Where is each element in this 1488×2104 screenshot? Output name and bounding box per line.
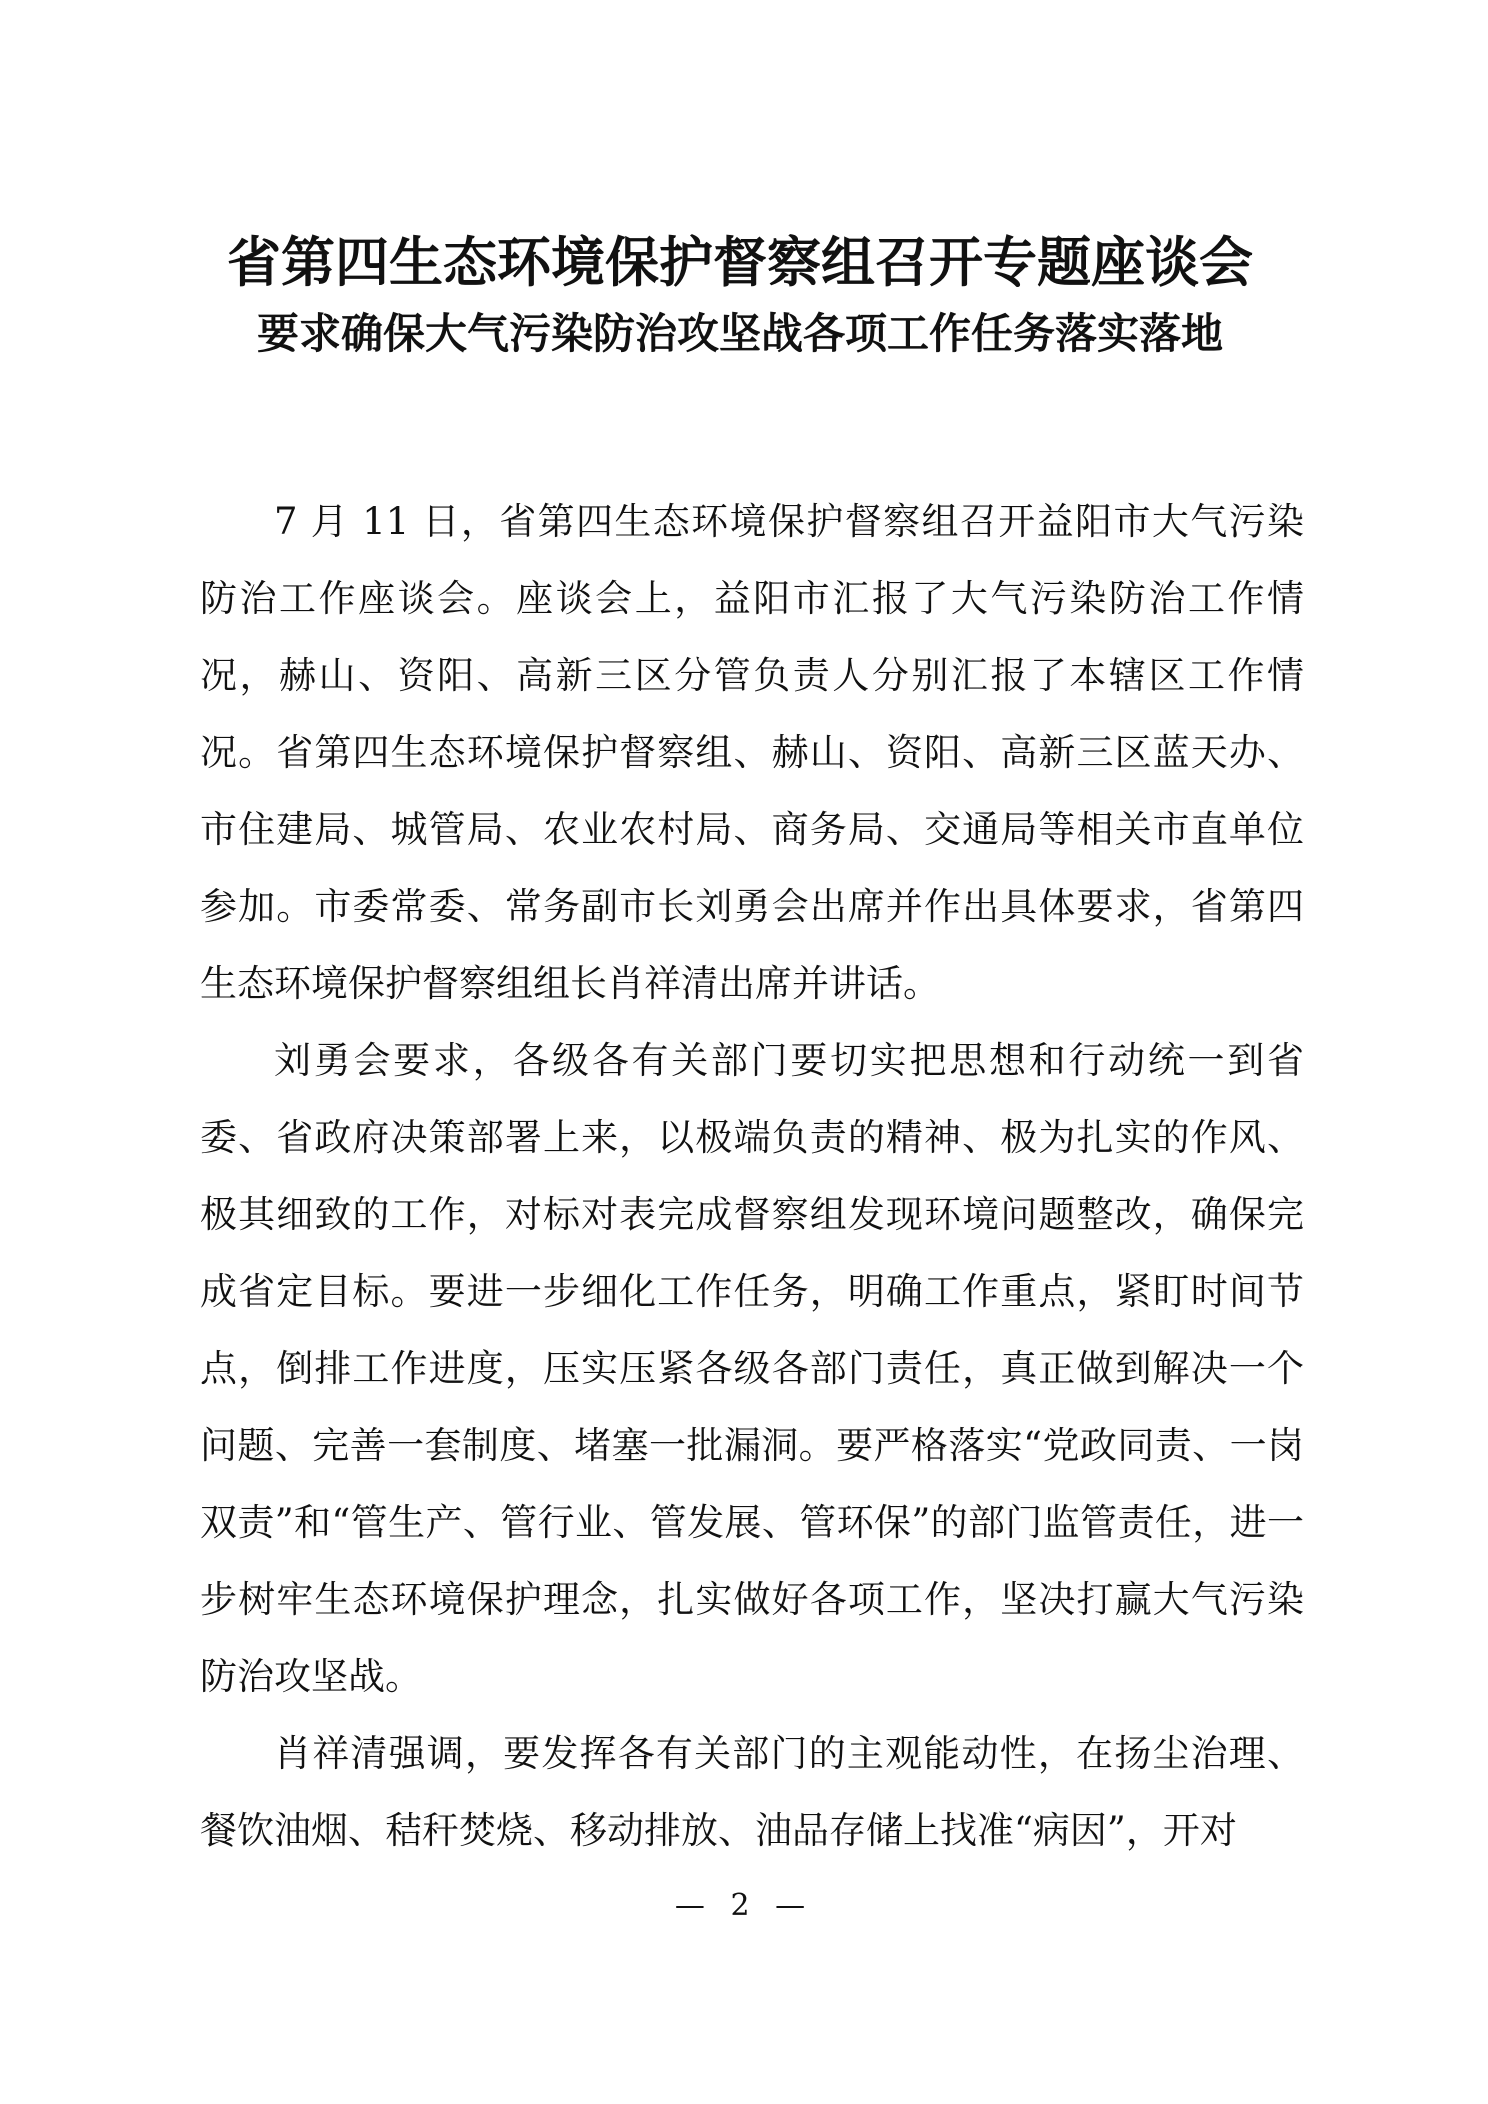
paragraph-liu-requirements: 刘勇会要求，各级各有关部门要切实把思想和行动统一到省委、省政府决策部署上来，以极端负责的精神、极为扎实的作风、极其细致的工作，对标对表完成督察组发现环境问题整改，确保完成省定目标。要进一步细化工作任务，明确工作重点，紧盯时间节点，倒排工作进度，压实压紧各级各部门责任，真正做到解决一个问题、完善一套制度、堵塞一批漏洞。要严格落实“党政同责、一岗双责”和“管生产、管行业、管发展、管环保”的部门监管责任，进一步树牢生态环境保护理念，扎实做好各项工作，坚决打赢大气污染防治攻坚战。 (200, 1039, 1304, 1698)
page-number: — 2 — (674, 1888, 814, 1923)
paragraph-xiao-emphasis: 肖祥清强调，要发挥各有关部门的主观能动性，在扬尘治理、餐饮油烟、秸秆焚烧、移动排放、油品存储上找准“病因”，开对 (200, 1732, 1304, 1852)
page-title: 省第四生态环境保护督察组召开专题座谈会 (227, 231, 1253, 294)
paragraph-meeting-summary: 7 月 11 日，省第四生态环境保护督察组召开益阳市大气污染防治工作座谈会。座谈会上，益阳市汇报了大气污染防治工作情况，赫山、资阳、高新三区分管负责人分别汇报了本辖区工作情况。省第四生态环境保护督察组、赫山、资阳、高新三区蓝天办、市住建局、城管局、农业农村局、商务局、交通局等相关市直单位参加。市委常委、常务副市长刘勇会出席并作出具体要求，省第四生态环境保护督察组组长肖祥清出席并讲话。 (200, 500, 1304, 1005)
article-body (200, 483, 1304, 1869)
page-subtitle: 要求确保大气污染防治攻坚战各项工作任务落实落地 (256, 309, 1223, 358)
title-block (150, 228, 1330, 364)
